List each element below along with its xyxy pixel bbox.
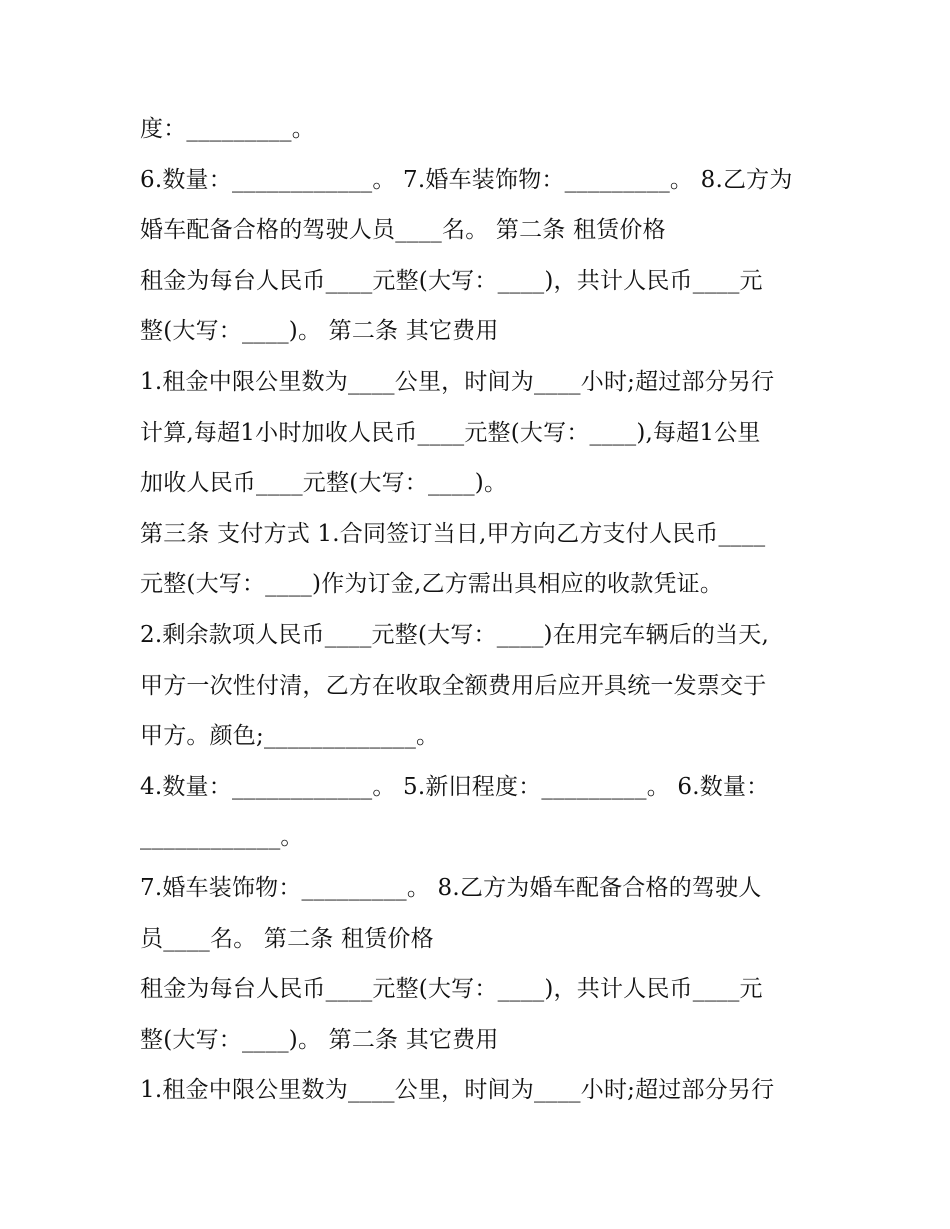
text-line: 甲方。颜色;_____________。 bbox=[140, 723, 440, 750]
text-line: 度：_________。 bbox=[140, 116, 315, 142]
text-line: 6.数量：____________。 7.婚车装饰物：_________。 8.乙方为 bbox=[140, 166, 793, 193]
text-line: 整(大写：____)。 第二条 其它费用 bbox=[140, 318, 499, 345]
text-line: 7.婚车装饰物：_________。 8.乙方为婚车配备合格的驾驶人 bbox=[140, 874, 762, 901]
text-line: 计算,每超1小时加收人民币____元整(大写：____),每超1公里 bbox=[140, 419, 761, 446]
text-line: 第三条 支付方式 1.合同签订当日,甲方向乙方支付人民币____ bbox=[140, 520, 766, 547]
text-line: 婚车配备合格的驾驶人员____名。 第二条 租赁价格 bbox=[140, 217, 666, 244]
text-line: 整(大写：____)。 第二条 其它费用 bbox=[140, 1026, 499, 1053]
text-line: 元整(大写：____)作为订金,乙方需出具相应的收款凭证。 bbox=[140, 571, 724, 598]
document-body bbox=[140, 104, 820, 1116]
text-line: 1.租金中限公里数为____公里，时间为____小时;超过部分另行 bbox=[140, 368, 775, 395]
text-line: 加收人民币____元整(大写：____)。 bbox=[140, 470, 508, 497]
text-line: 员____名。 第二条 租赁价格 bbox=[140, 925, 434, 952]
text-line: ____________。 bbox=[140, 824, 304, 851]
text-line: 租金为每台人民币____元整(大写：____)，共计人民币____元 bbox=[140, 976, 763, 1003]
text-line: 4.数量：____________。 5.新旧程度：_________。 6.数量： bbox=[140, 773, 770, 800]
text-line: 甲方一次性付清，乙方在收取全额费用后应开具统一发票交于 bbox=[140, 672, 767, 699]
text-line: 租金为每台人民币____元整(大写：____)，共计人民币____元 bbox=[140, 267, 763, 294]
text-line: 1.租金中限公里数为____公里，时间为____小时;超过部分另行 bbox=[140, 1077, 775, 1104]
text-line: 2.剩余款项人民币____元整(大写：____)在用完车辆后的当天, bbox=[140, 621, 770, 648]
